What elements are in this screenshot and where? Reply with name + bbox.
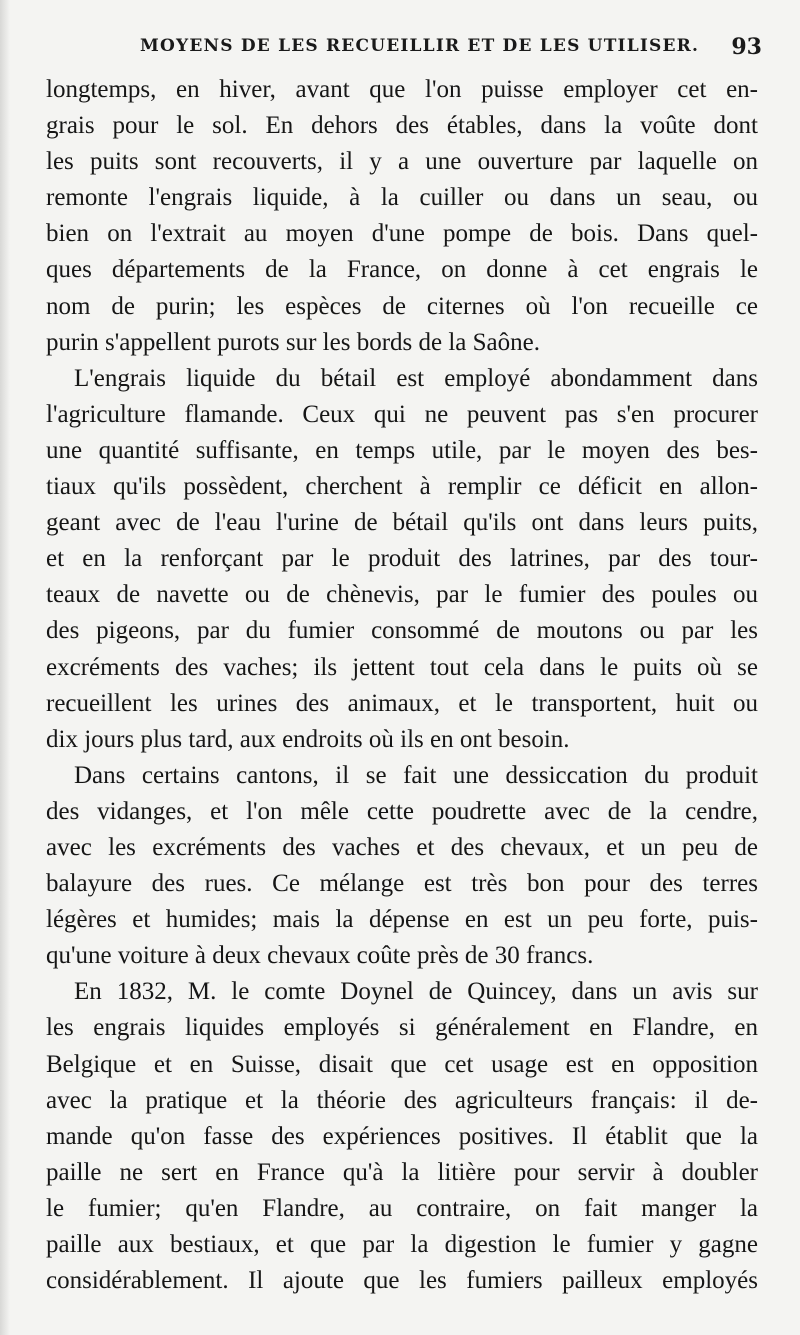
text-line: le fumier; qu'en Flandre, au contraire, on fait manger la (46, 1194, 758, 1222)
text-line: L'engrais liquide du bétail est employé abondamment dans (74, 364, 758, 392)
text-line: longtemps, en hiver, avant que l'on puisse employer cet en- (46, 76, 758, 103)
text-line: dix jours plus tard, aux endroits où ils en ont besoin. (46, 725, 570, 753)
text-line: des vidanges, et l'on mêle cette poudrette avec de la cendre, (46, 797, 758, 825)
page-number: 93 (731, 34, 762, 60)
text-line: Dans certains cantons, il se fait une dessiccation du produit (74, 761, 758, 789)
text-line: balayure des rues. Ce mélange est très bon pour des terres (46, 870, 758, 898)
page-gutter-shadow (0, 0, 10, 1335)
text-line: les puits sont recouverts, il y a une ouverture par laquelle on (46, 148, 758, 176)
text-line: excréments des vaches; ils jettent tout cela dans le puits où se (46, 653, 758, 681)
text-line: ques départements de la France, on donne à cet engrais le (46, 256, 758, 284)
body-text (46, 72, 758, 1299)
text-line: considérablement. Il ajoute que les fumiers pailleux employés (46, 1267, 758, 1295)
text-line: qu'une voiture à deux chevaux coûte près de 30 francs. (46, 942, 594, 970)
text-line: et en la renforçant par le produit des latrines, par des tour- (46, 545, 758, 573)
text-line: nom de purin; les espèces de citernes où l'on recueille ce (46, 292, 758, 320)
text-line: recueillent les urines des animaux, et le transportent, huit ou (46, 689, 758, 717)
text-line: purin s'appellent purots sur les bords de la Saône. (46, 328, 540, 356)
text-line: les engrais liquides employés si généralement en Flandre, en (46, 1014, 758, 1042)
text-line: des pigeons, par du fumier consommé de moutons ou par les (46, 617, 758, 645)
text-line: l'agriculture flamande. Ceux qui ne peuvent pas s'en procurer (46, 400, 758, 428)
text-line: grais pour le sol. En dehors des étables, dans la voûte dont (46, 112, 758, 140)
text-line: geant avec de l'eau l'urine de bétail qu'ils ont dans leurs puits, (46, 509, 758, 537)
text-line: paille ne sert en France qu'à la litière pour servir à doubler (46, 1158, 758, 1186)
page-header (0, 36, 800, 66)
text-line: En 1832, M. le comte Doynel de Quincey, dans un avis sur (74, 978, 758, 1006)
text-line: Belgique et en Suisse, disait que cet usage est en opposition (46, 1050, 758, 1078)
text-line: avec la pratique et la théorie des agriculteurs français: il de- (46, 1086, 758, 1114)
text-line: une quantité suffisante, en temps utile, par le moyen des bes- (46, 436, 758, 464)
text-line: bien on l'extrait au moyen d'une pompe de bois. Dans quel- (46, 220, 758, 248)
text-line: légères et humides; mais la dépense en est un peu forte, puis- (46, 906, 758, 934)
text-line: paille aux bestiaux, et que par la digestion le fumier y gagne (46, 1231, 758, 1258)
text-line: mande qu'on fasse des expériences positives. Il établit que la (46, 1122, 758, 1150)
running-title: MOYENS DE LES RECUEILLIR ET DE LES UTILISER. (140, 36, 700, 56)
text-line: teaux de navette ou de chènevis, par le fumier des poules ou (46, 581, 758, 609)
text-line: remonte l'engrais liquide, à la cuiller ou dans un seau, ou (46, 184, 758, 212)
text-line: avec les excréments des vaches et des chevaux, et un peu de (46, 833, 758, 861)
text-line: tiaux qu'ils possèdent, cherchent à remplir ce déficit en allon- (46, 473, 758, 501)
